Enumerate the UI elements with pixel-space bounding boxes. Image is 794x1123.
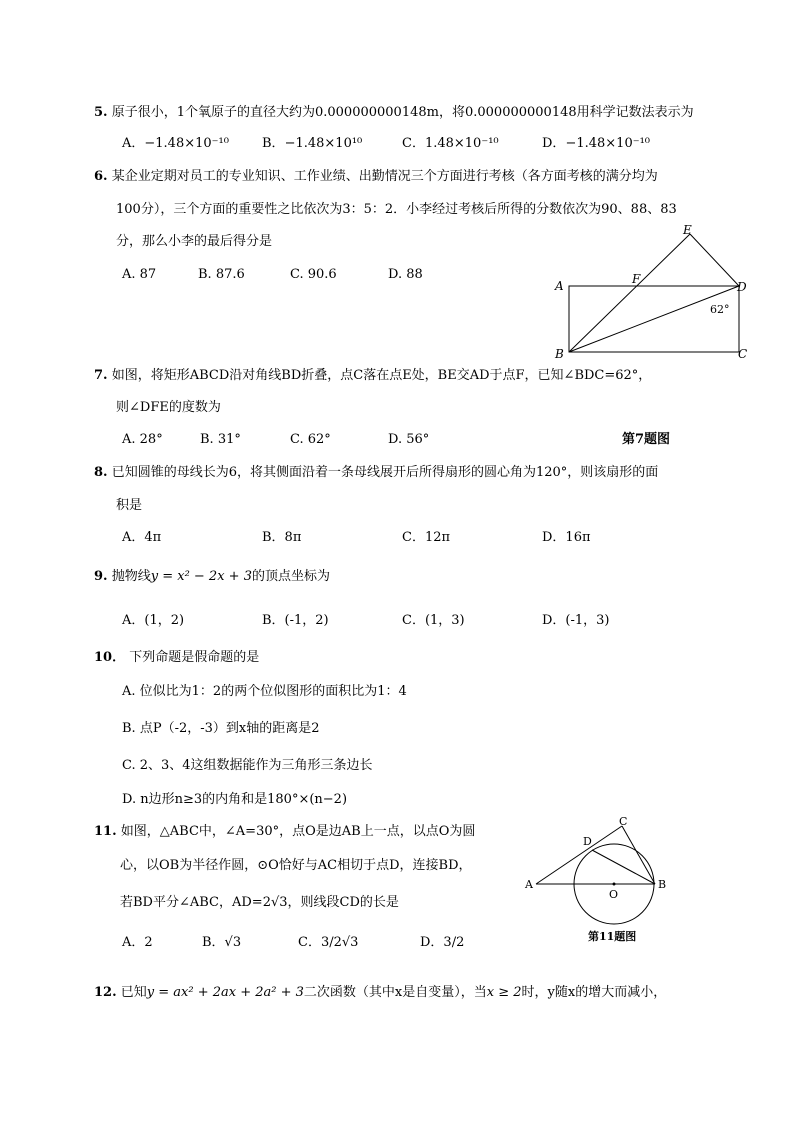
segment-ac — [536, 826, 622, 884]
q6-option-d: D. 88 — [388, 267, 423, 282]
q9-formula: y = x² − 2x + 3 — [150, 569, 252, 584]
q8-option-a: A．4π — [122, 530, 162, 545]
figure-7 — [550, 222, 760, 367]
q5-option-a: A．−1.48×10⁻¹⁰ — [122, 136, 229, 151]
q11-line3: 若BD平分∠ABC，AD=2√3，则线段CD的长是 — [120, 895, 399, 910]
q9-option-d: D．(-1，3) — [542, 613, 610, 628]
label-b: B — [555, 347, 564, 361]
q5-text: 原子很小，1个氧原子的直径大约为0.000000000148m，将0.000000000148用科学记数法表示为 — [111, 105, 694, 120]
q9-stem: 9. 抛物线y = x² − 2x + 3的顶点坐标为 — [94, 569, 330, 584]
q11-option-b: B．√3 — [202, 935, 242, 950]
q12-stem: 12. 已知y = ax² + 2ax + 2a² + 3二次函数（其中x是自变量），当x ≥ 2时，y随x的增大而减小， — [94, 985, 667, 1000]
label-a: A — [555, 279, 564, 293]
q9-option-b: B．(-1，2) — [262, 613, 329, 628]
label-b: B — [658, 878, 667, 891]
q12-number: 12. — [94, 985, 117, 1000]
q5-option-c: C．1.48×10⁻¹⁰ — [402, 136, 499, 151]
segment-be — [569, 234, 690, 352]
label-o: O — [609, 888, 619, 901]
q5-stem — [94, 104, 694, 122]
q6-line2: 100分），三个方面的重要性之比依次为3：5：2．小李经过考核后所得的分数依次为90、88、83 — [116, 202, 677, 217]
fig7-caption: 第7题图 — [622, 432, 671, 447]
center-point-o — [613, 883, 616, 886]
q9-option-c: C．(1，3) — [402, 613, 465, 628]
q7-option-d: D. 56° — [388, 432, 430, 447]
q11-number: 11. — [94, 824, 117, 839]
q10-number: 10． — [94, 650, 126, 665]
label-c: C — [619, 815, 628, 828]
q6-line3: 分，那么小李的最后得分是 — [116, 234, 273, 249]
q6-option-a: A. 87 — [122, 267, 157, 282]
q11-option-d: D．3/2 — [420, 935, 465, 950]
q7-option-b: B. 31° — [200, 432, 241, 447]
q8-line2: 积是 — [116, 498, 143, 513]
label-e: E — [683, 223, 692, 237]
fig11-caption: 第11题图 — [588, 930, 637, 943]
q12-formula: y = ax² + 2ax + 2a² + 3 — [146, 985, 304, 1000]
q7-number: 7. — [94, 368, 108, 383]
q5-option-b: B．−1.48×10¹⁰ — [262, 136, 363, 151]
q9-option-a: A．(1，2) — [122, 613, 185, 628]
q10-option-a: A. 位似比为1：2的两个位似图形的面积比为1：4 — [122, 684, 407, 699]
label-a: A — [525, 878, 533, 891]
q10-option-c: C. 2、3、4这组数据能作为三角形三条边长 — [122, 758, 373, 773]
q6-option-c: C. 90.6 — [290, 267, 337, 282]
q7-option-a: A. 28° — [122, 432, 163, 447]
q7-line1: 7. 如图，将矩形ABCD沿对角线BD折叠，点C落在点E处，BE交AD于点F，已知∠BDC=62°， — [94, 368, 652, 383]
q10-option-b: B. 点P（-2，-3）到x轴的距离是2 — [122, 721, 320, 736]
label-f: F — [632, 272, 641, 286]
q8-line1: 8. 已知圆锥的母线长为6，将其侧面沿着一条母线展开后所得扇形的圆心角为120°，则该扇形的面 — [94, 465, 659, 480]
label-angle-62: 62° — [710, 303, 730, 316]
diagonal-bd — [569, 286, 739, 352]
label-d: D — [737, 280, 747, 294]
q7-line2: 则∠DFE的度数为 — [116, 400, 221, 415]
q8-option-b: B．8π — [262, 530, 302, 545]
q6-option-b: B. 87.6 — [198, 267, 245, 282]
q9-number: 9. — [94, 569, 108, 584]
label-c: C — [738, 347, 748, 361]
q11-line2: 心，以OB为半径作圆，⊙O恰好与AC相切于点D，连接BD， — [120, 858, 472, 873]
q11-option-a: A．2 — [122, 935, 153, 950]
segment-ed — [690, 234, 739, 286]
q8-option-d: D．16π — [542, 530, 591, 545]
figure-11 — [520, 812, 680, 948]
q8-option-c: C．12π — [402, 530, 451, 545]
q6-number: 6. — [94, 169, 108, 184]
q11-option-c: C．3/2√3 — [298, 935, 359, 950]
q6-line1: 6. 某企业定期对员工的专业知识、工作业绩、出勤情况三个方面进行考核（各方面考核的满分均为 — [94, 169, 658, 184]
q12-condition: x ≥ 2 — [486, 985, 522, 1000]
q5-option-d: D．−1.48×10⁻¹⁰ — [542, 136, 650, 151]
q7-option-c: C. 62° — [290, 432, 331, 447]
q5-number: 5. — [94, 105, 108, 120]
q8-number: 8. — [94, 465, 108, 480]
label-d: D — [583, 835, 592, 848]
q11-line1: 11. 如图，△ABC中，∠A=30°，点O是边AB上一点，以点O为圆 — [94, 824, 476, 839]
q10-option-d: D. n边形n≥3的内角和是180°×(n−2) — [122, 792, 348, 807]
q10-stem: 10． 下列命题是假命题的是 — [94, 650, 260, 665]
